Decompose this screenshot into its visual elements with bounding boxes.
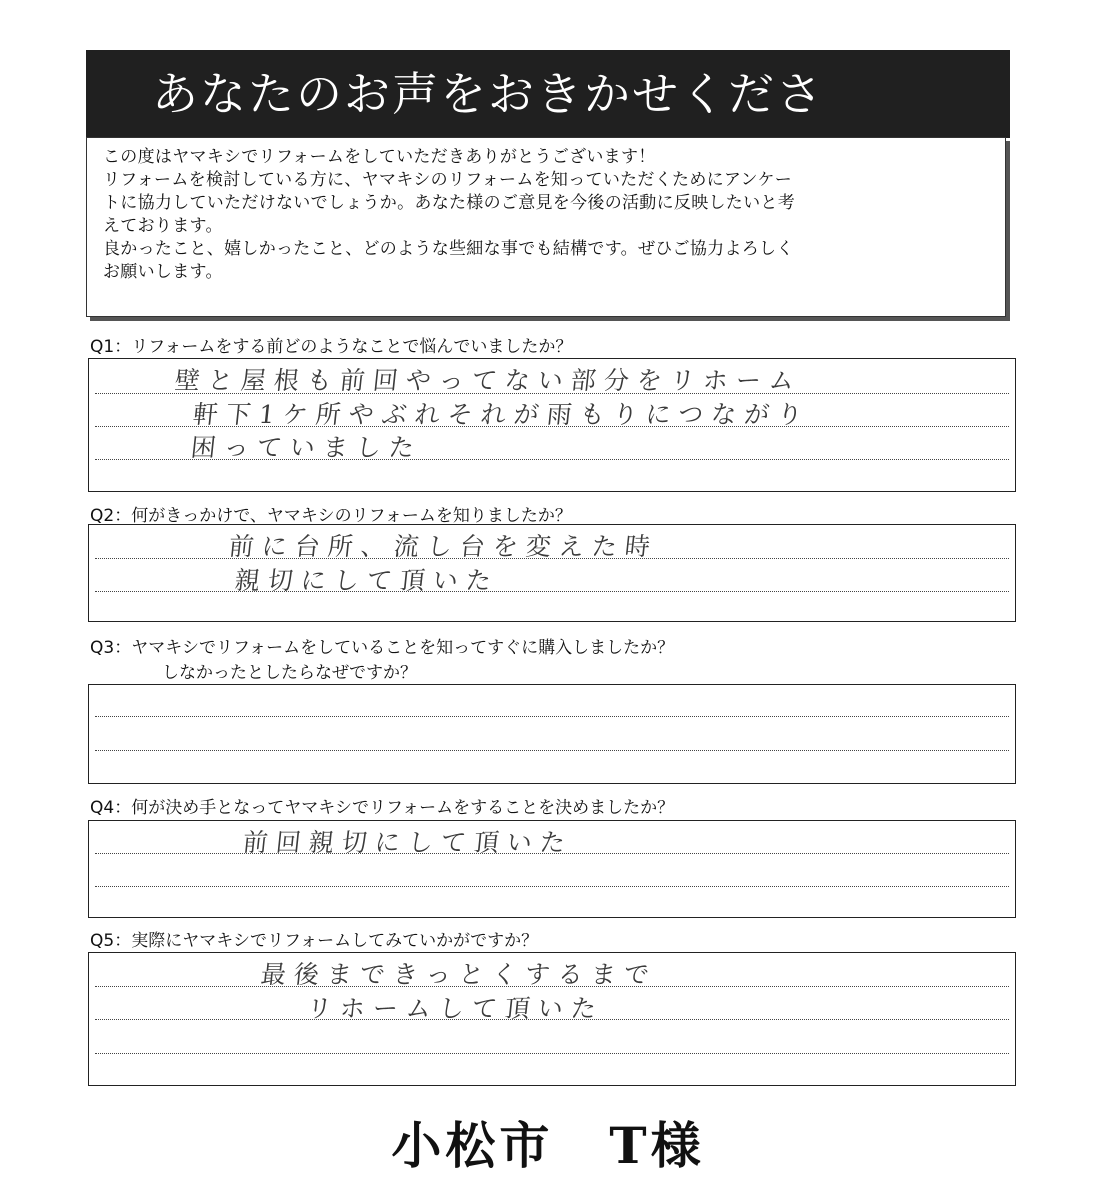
customer-honorific-name: T様	[609, 1116, 705, 1175]
intro-line: 良かったこと、嬉しかったこと、どのような些細な事でも結構です。ぜひご協力よろしく	[103, 239, 794, 259]
answer-box-1	[88, 358, 1016, 492]
handwritten-answer: 軒下1ケ所やぶれそれが雨もりにつながり	[191, 400, 812, 429]
intro-line: えております。	[103, 216, 223, 236]
answer-box-5	[88, 952, 1016, 1086]
page-title: あなたのお声をおきかせくださ	[86, 50, 1010, 138]
question-5-label: Q5：実際にヤマキシでリフォームしてみていかがですか？	[90, 931, 539, 951]
answer-rule	[95, 750, 1009, 751]
question-1-label: Q1：リフォームをする前どのようなことで悩んでいましたか？	[90, 337, 573, 357]
answer-box-3	[88, 684, 1016, 784]
question-3-sublabel: しなかったとしたらなぜですか？	[162, 663, 417, 683]
handwritten-answer: 壁と屋根も前回やってない部分をリホーム	[173, 366, 804, 395]
answer-rule	[95, 1053, 1009, 1054]
question-3-label: Q3：ヤマキシでリフォームをしていることを知ってすぐに購入しましたか？	[90, 638, 675, 658]
question-2-label: Q2：何がきっかけで、ヤマキシのリフォームを知りましたか？	[90, 506, 572, 526]
intro-message	[86, 137, 1006, 317]
question-4-label: Q4：何が決め手となってヤマキシでリフォームをすることを決めましたか？	[90, 798, 675, 818]
answer-rule	[95, 591, 1009, 592]
customer-name	[0, 1106, 1096, 1178]
intro-line: お願いします。	[103, 262, 223, 282]
answer-rule	[95, 886, 1009, 887]
answer-box-4	[88, 820, 1016, 918]
answer-rule	[95, 716, 1009, 717]
handwritten-answer: 最後まできっとくするまで	[259, 960, 659, 989]
handwritten-answer: リホームして頂いた	[305, 994, 606, 1023]
intro-line: リフォームを検討している方に、ヤマキシのリフォームを知っていただくためにアンケー	[103, 170, 793, 190]
handwritten-answer: 前回親切にして頂いた	[241, 828, 575, 857]
handwritten-answer: 前に台所、流し台を変えた時	[227, 532, 660, 561]
handwritten-answer: 親切にして頂いた	[233, 566, 501, 595]
handwritten-answer: 困っていました	[189, 433, 424, 462]
answer-box-2	[88, 524, 1016, 622]
intro-line: この度はヤマキシでリフォームをしていただきありがとうございます！	[103, 147, 656, 167]
intro-line: トに協力していただけないでしょうか。あなた様のご意見を今後の活動に反映したいと考	[103, 193, 795, 213]
customer-city: 小松市	[391, 1116, 554, 1175]
